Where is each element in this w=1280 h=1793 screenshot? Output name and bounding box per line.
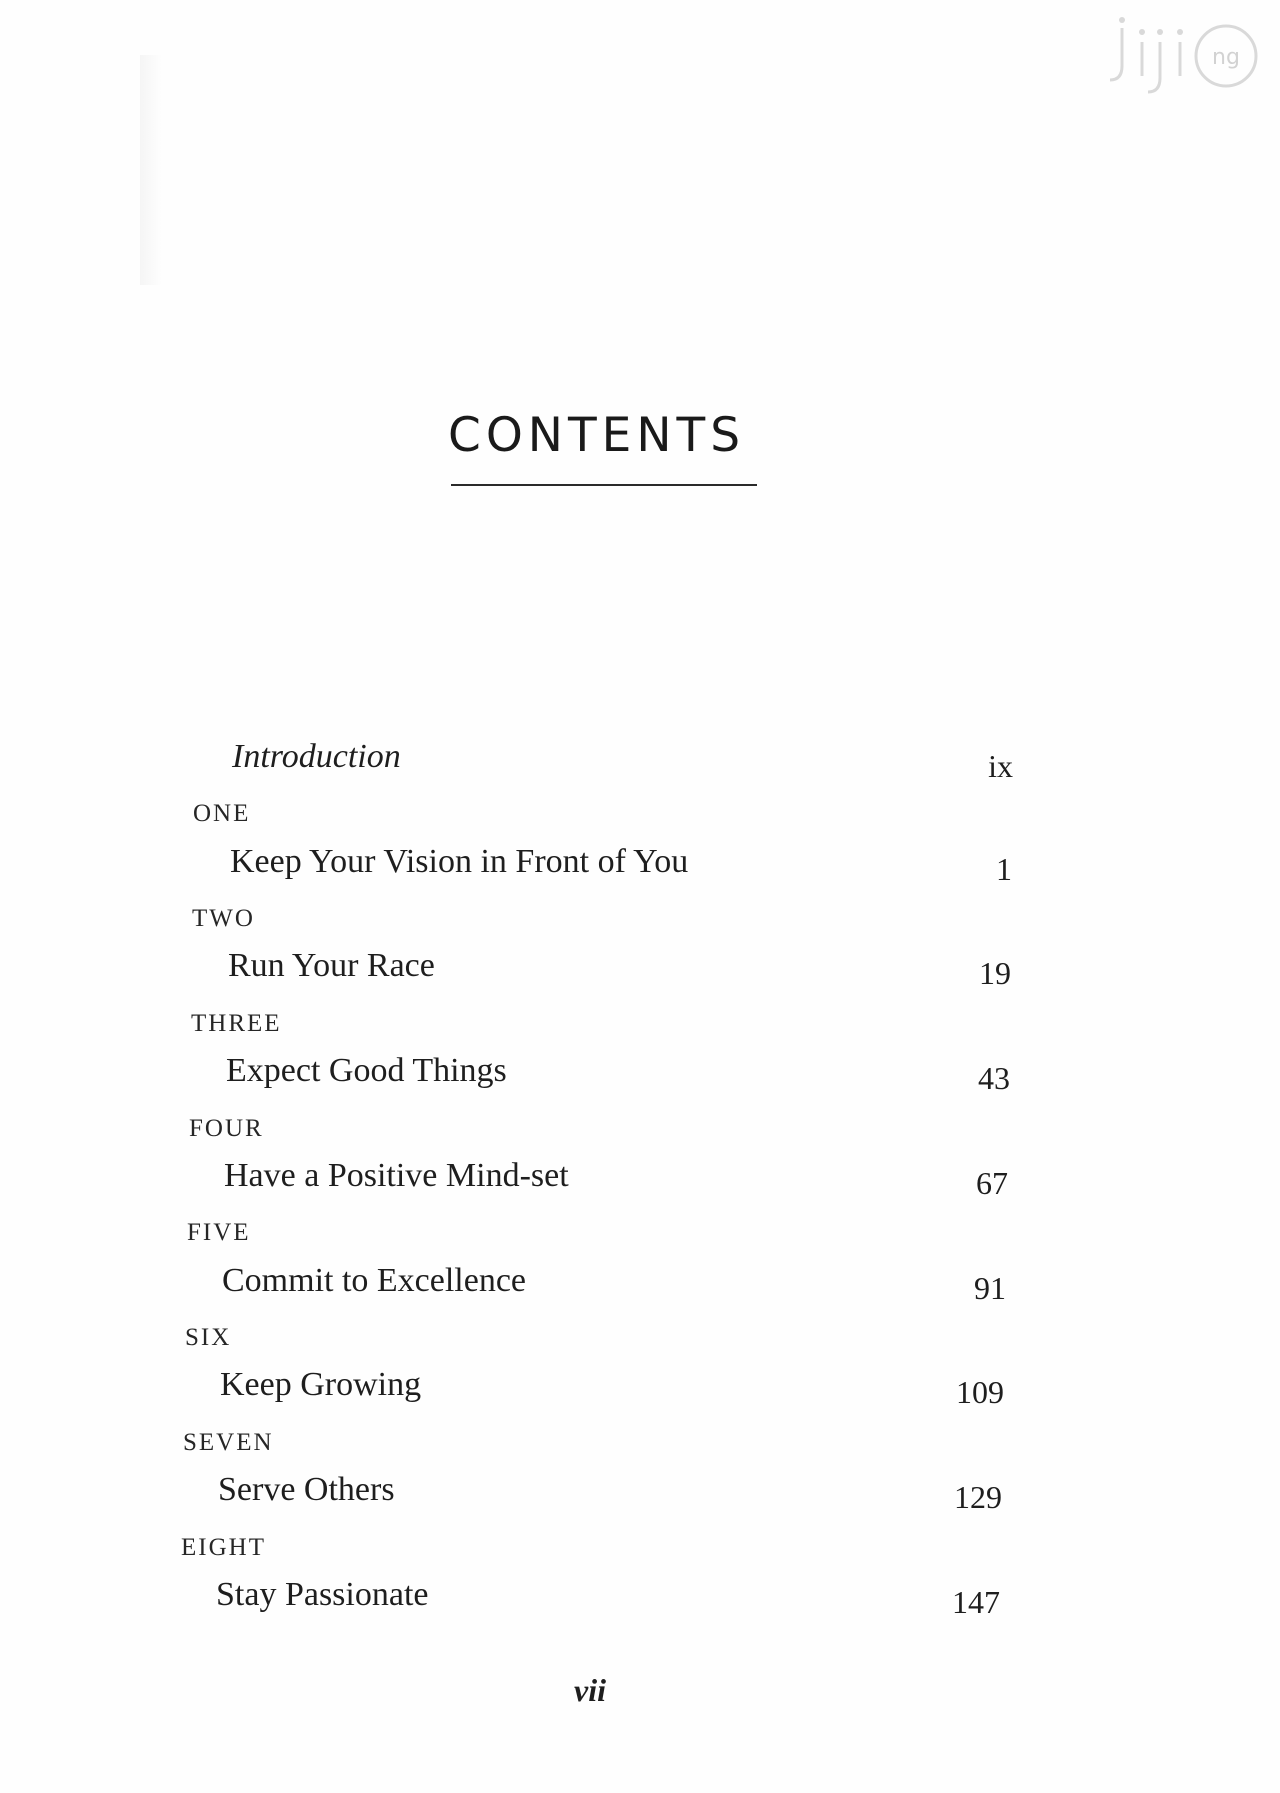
toc-entry-page: 91 [974, 1270, 1006, 1306]
toc-entry-title[interactable]: Keep Growing [220, 1366, 422, 1403]
toc-entry-page: 129 [954, 1479, 1002, 1515]
chapter-label-four: FOUR [189, 1115, 264, 1142]
toc-entry-introduction-title[interactable]: Introduction [232, 738, 401, 775]
page-folio: vii [574, 1672, 606, 1708]
toc-entry-title[interactable]: Keep Your Vision in Front of You [230, 843, 689, 880]
chapter-label-six: SIX [185, 1324, 232, 1351]
toc-entry-title[interactable]: Run Your Race [228, 947, 435, 984]
chapter-label-seven: SEVEN [183, 1429, 274, 1456]
toc-entry-page: 147 [952, 1584, 1000, 1620]
heading-underline [451, 484, 757, 486]
chapter-label-five: FIVE [187, 1219, 251, 1246]
svg-text:ng: ng [1212, 45, 1240, 70]
toc-entry-page: 43 [978, 1060, 1010, 1096]
toc-entry-introduction-page: ix [988, 748, 1013, 784]
contents-heading: CONTENTS [448, 408, 746, 463]
chapter-label-two: TWO [192, 905, 255, 932]
toc-entry-page: 109 [956, 1374, 1004, 1410]
toc-entry-title[interactable]: Serve Others [218, 1471, 395, 1508]
toc-entry-page: 1 [996, 851, 1012, 887]
toc-entry-title[interactable]: Expect Good Things [226, 1052, 507, 1089]
scan-edge-shadow [140, 55, 162, 285]
chapter-label-one: ONE [193, 800, 251, 827]
toc-entry-title[interactable]: Stay Passionate [216, 1576, 429, 1613]
toc-entry-page: 19 [979, 955, 1011, 991]
toc-entry-title[interactable]: Have a Positive Mind-set [224, 1157, 569, 1194]
toc-entry-title[interactable]: Commit to Excellence [222, 1262, 527, 1299]
toc-entry-page: 67 [976, 1165, 1008, 1201]
jiji-watermark-logo [1108, 14, 1268, 100]
chapter-label-three: THREE [191, 1010, 282, 1037]
chapter-label-eight: EIGHT [181, 1534, 266, 1561]
